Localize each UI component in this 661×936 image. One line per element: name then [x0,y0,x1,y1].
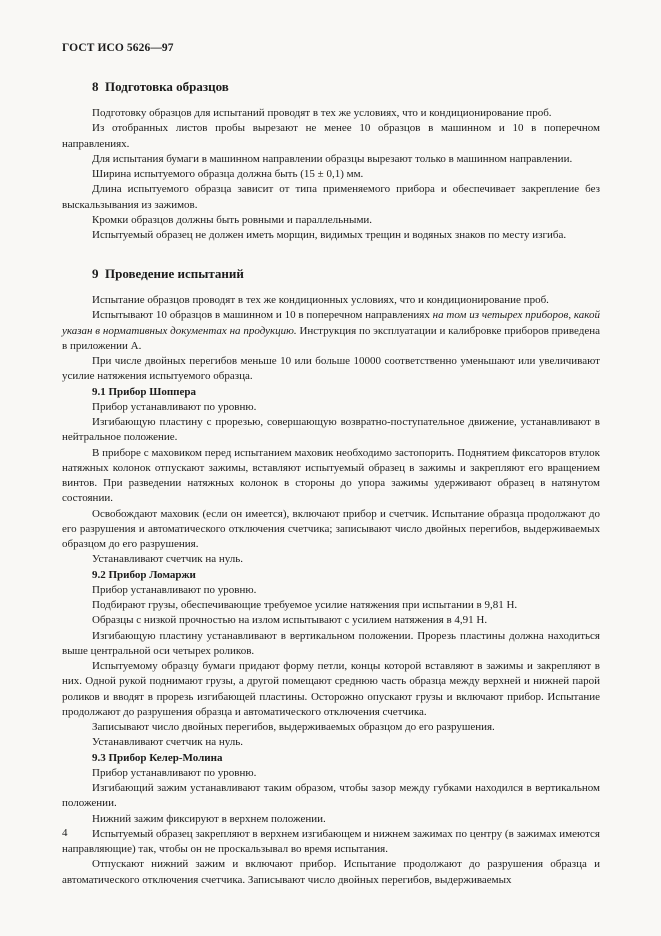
paragraph: Испытуемый образец закрепляют в верхнем изгибающем и нижнем зажимах по центру (в зажимах имеются направляющие) так, чтобы он не проскальзывал во время испытания. [62,827,600,855]
paragraph: Устанавливают счетчик на нуль. [92,553,244,566]
paragraph: Образцы с низкой прочностью на излом испытывают с усилием натяжения в 4,91 Н. [92,614,488,627]
section-8-title: Подготовка образцов [105,79,229,94]
subsection-title: Прибор Келер-Молина [108,751,223,764]
paragraph: Освобождают маховик (если он имеется), включают прибор и счетчик. Испытание образца продолжают до его разрушения и автоматического отключения счетчика; записывают число двойных перегибов, выдерживаемых образцом до его разрушения. [62,507,600,550]
paragraph: Испытуемому образцу бумаги придают форму петли, концы которой вставляют в зажимы и закрепляют в них. Одной рукой поднимают грузы, а другой помещают среднюю часть образца между верхней и нижней парой роликов и вводят в прорезь изгибающей пластины. Осторожно опускают грузы и включают прибор. Испытание продолжают до разрушения образца и автоматического отключения счетчика. [62,660,600,718]
italic-text: на том из четырех приборов, какой указан в нормативных документах на продукцию. [62,309,600,337]
paragraph: Отпускают нижний зажим и включают прибор. Испытание продолжают до разрушения образца и автоматического отключения счетчика. Записывают число двойных перегибов, выдерживаемых [62,858,600,886]
paragraph: Испытание образцов проводят в тех же кондиционных условиях, что и кондиционирование проб. [92,294,549,306]
section-8-heading [92,79,229,95]
section-9-title: Проведение испытаний [105,266,244,281]
subsection-9-2-heading [62,568,600,583]
subsection-title: Прибор Ломаржи [108,568,196,581]
paragraph: Изгибающий зажим устанавливают таким образом, чтобы зазор между губками находился в вертикальном положении. [62,782,600,810]
paragraph: Записывают число двойных перегибов, выдерживаемых образцом до его разрушения. [92,721,495,733]
subsection-title: Прибор Шоппера [108,385,196,398]
paragraph: Устанавливают счетчик на нуль. [92,736,244,749]
subsection-9-3-heading [62,751,600,766]
paragraph: Изгибающую пластину с прорезью, совершающую возвратно-поступательное движение, устанавливают в нейтральное положение. [62,416,600,444]
paragraph: При числе двойных перегибов меньше 10 или больше 10000 соответственно уменьшают или увеличивают усилие натяжения испытуемого образца. [62,355,600,383]
paragraph: Изгибающую пластину устанавливают в вертикальном положении. Прорезь пластины должна находиться выше центральной оси четырех роликов. [62,629,600,657]
subsection-number: 9.3 [92,751,106,764]
paragraph: Кромки образцов должны быть ровными и параллельными. [92,213,373,226]
paragraph: Испытуемый образец не должен иметь морщин, видимых трещин и водяных знаков по месту изгиба. [92,229,567,241]
text-run: Испытывают 10 образцов в машинном и 10 в поперечном направлениях [92,309,433,322]
subsection-9-1-heading [62,385,600,400]
paragraph: Длина испытуемого образца зависит от типа применяемого прибора и обеспечивает закрепление без выскальзывания из зажимов. [62,183,600,211]
subsection-number: 9.1 [92,385,106,398]
paragraph: Нижний зажим фиксируют в верхнем положении. [92,812,326,825]
page-number: 4 [62,827,68,839]
paragraph: Из отобранных листов пробы вырезают не менее 10 образцов в машинном и 10 в поперечном направлениях. [62,122,600,150]
paragraph: Для испытания бумаги в машинном направлении образцы вырезают только в машинном направлении. [92,152,573,165]
paragraph: Прибор устанавливают по уровню. [92,400,257,413]
paragraph: Прибор устанавливают по уровню. [92,766,257,779]
text-run: Инструкция по эксплуатации и калибровке приборов приведена в приложении А. [62,324,600,352]
section-8-body [62,106,600,243]
section-8-number: 8 [92,79,99,94]
section-9-number: 9 [92,266,99,281]
subsection-number: 9.2 [92,568,106,581]
paragraph [62,308,600,354]
section-9-body [62,293,600,888]
paragraph: Ширина испытуемого образца должна быть (15 ± 0,1) мм. [92,168,364,180]
paragraph: Подготовку образцов для испытаний проводят в тех же условиях, что и кондиционирование проб. [92,107,552,119]
paragraph: Подбирают грузы, обеспечивающие требуемое усилие натяжения при испытании в 9,81 Н. [92,599,518,611]
paragraph: В приборе с маховиком перед испытанием маховик необходимо застопорить. Поднятием фиксаторов втулок натяжных колонок отпускают зажимы, вставляют испытуемый образец в зажимы и закрепляют его вращением винтов. При разведении натяжных колонок в стороны до упора зажимы удерживают образец в натянутом состоянии. [62,446,600,505]
document-header: ГОСТ ИСО 5626—97 [62,42,174,54]
paragraph: Прибор устанавливают по уровню. [92,583,257,596]
section-9-heading [92,266,244,282]
